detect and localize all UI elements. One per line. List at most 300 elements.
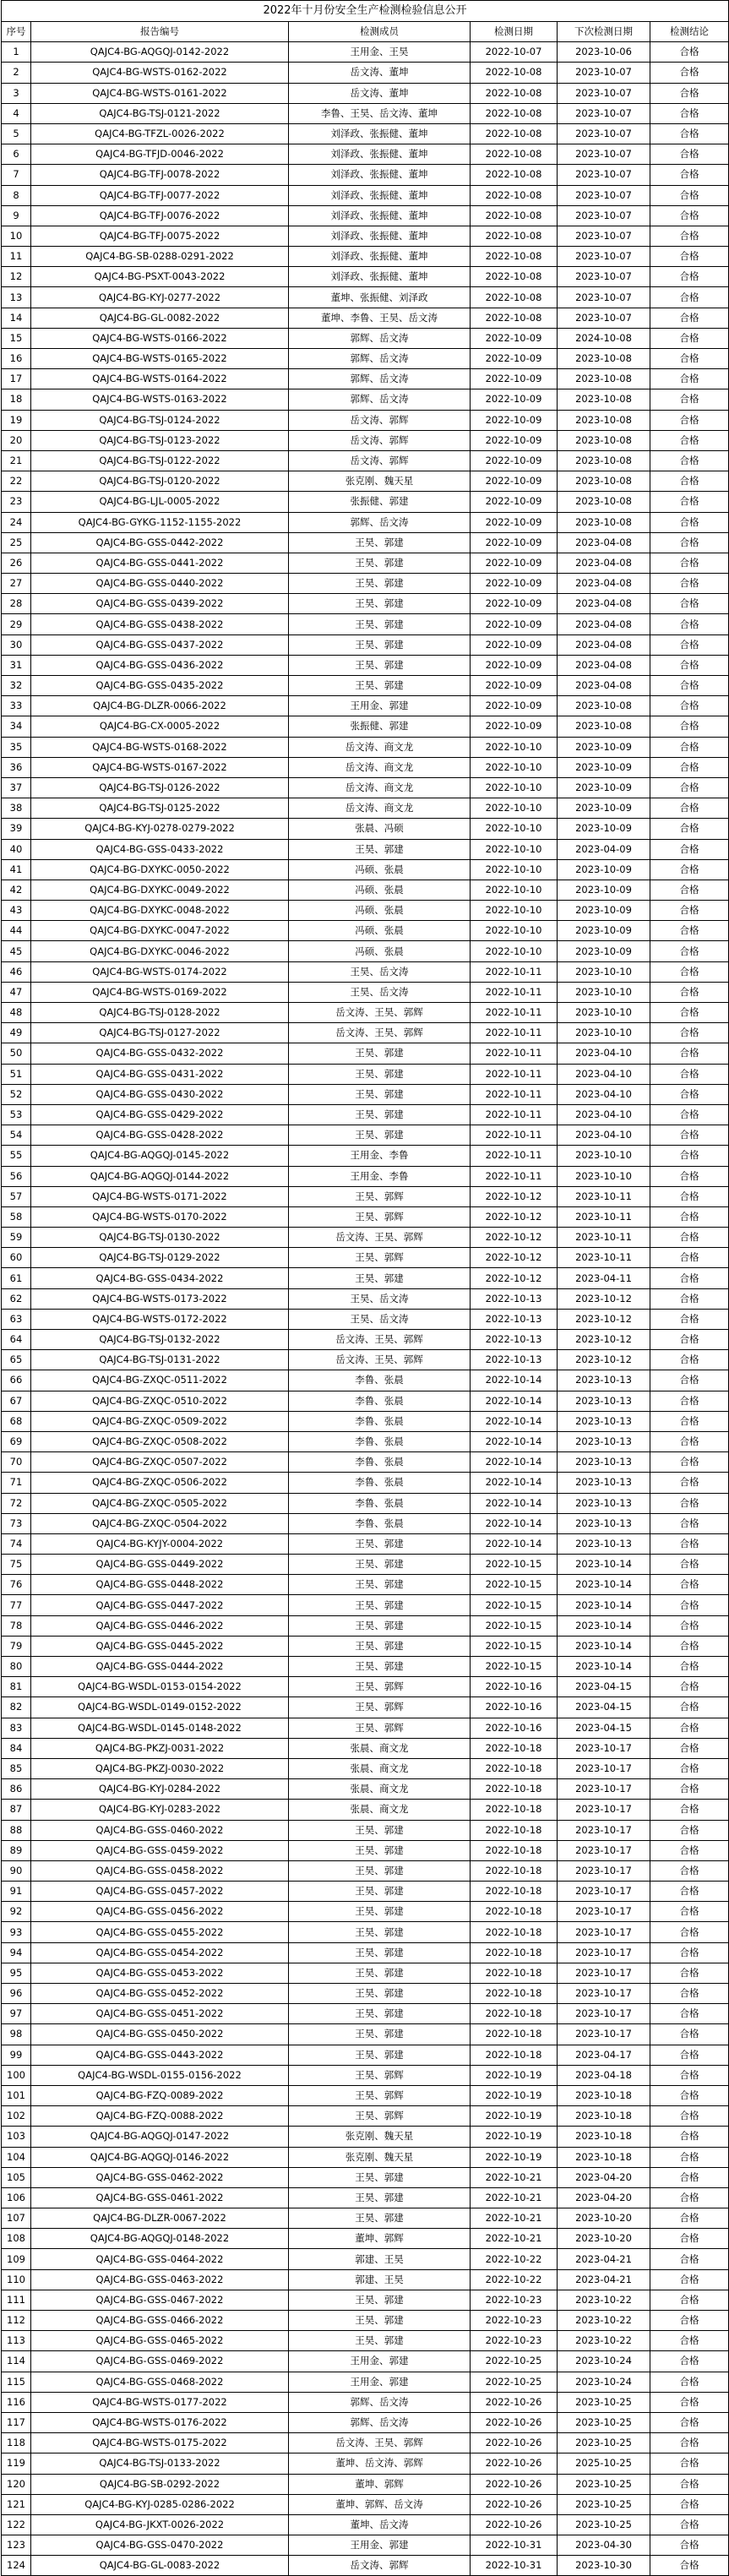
cell-seq: 43 bbox=[2, 901, 31, 921]
cell-next-date: 2023-10-18 bbox=[558, 2147, 650, 2167]
cell-date: 2022-10-12 bbox=[471, 1206, 558, 1227]
cell-result: 合格 bbox=[650, 1942, 729, 1963]
table-row bbox=[2, 389, 729, 410]
table-row bbox=[2, 308, 729, 328]
cell-next-date: 2023-10-30 bbox=[558, 2556, 650, 2576]
cell-members: 董坤、岳文涛、郭辉 bbox=[289, 2453, 471, 2474]
table-row bbox=[2, 1146, 729, 1166]
cell-result: 合格 bbox=[650, 267, 729, 287]
cell-next-date: 2023-10-07 bbox=[558, 185, 650, 205]
cell-members: 王昊、郭建 bbox=[289, 1084, 471, 1104]
cell-seq: 89 bbox=[2, 1840, 31, 1860]
cell-members: 李鲁、张晨 bbox=[289, 1493, 471, 1513]
cell-report-number: QAJC4-BG-AQGQJ-0142-2022 bbox=[31, 42, 289, 63]
cell-report-number: QAJC4-BG-WSTS-0169-2022 bbox=[31, 982, 289, 1002]
cell-members: 王昊、郭建 bbox=[289, 839, 471, 859]
cell-report-number: QAJC4-BG-GSS-0441-2022 bbox=[31, 553, 289, 573]
cell-result: 合格 bbox=[650, 982, 729, 1002]
cell-report-number: QAJC4-BG-WSTS-0167-2022 bbox=[31, 757, 289, 777]
table-row bbox=[2, 798, 729, 819]
cell-date: 2022-10-10 bbox=[471, 941, 558, 961]
cell-result: 合格 bbox=[650, 1758, 729, 1778]
cell-report-number: QAJC4-BG-TFJD-0046-2022 bbox=[31, 144, 289, 165]
cell-next-date: 2023-04-21 bbox=[558, 2269, 650, 2290]
cell-date: 2022-10-18 bbox=[471, 1902, 558, 1922]
cell-date: 2022-10-09 bbox=[471, 553, 558, 573]
cell-members: 王昊、郭辉 bbox=[289, 1206, 471, 1227]
cell-date: 2022-10-19 bbox=[471, 2106, 558, 2127]
cell-date: 2022-10-09 bbox=[471, 349, 558, 369]
cell-seq: 19 bbox=[2, 410, 31, 430]
cell-date: 2022-10-09 bbox=[471, 696, 558, 716]
table-row bbox=[2, 2412, 729, 2432]
cell-result: 合格 bbox=[650, 1166, 729, 1186]
cell-report-number: QAJC4-BG-GSS-0465-2022 bbox=[31, 2331, 289, 2351]
cell-members: 李鲁、张晨 bbox=[289, 1473, 471, 1493]
table-row bbox=[2, 1411, 729, 1431]
cell-date: 2022-10-09 bbox=[471, 471, 558, 492]
cell-next-date: 2023-10-14 bbox=[558, 1657, 650, 1677]
table-row bbox=[2, 1125, 729, 1146]
cell-result: 合格 bbox=[650, 1963, 729, 1983]
cell-seq: 45 bbox=[2, 941, 31, 961]
cell-seq: 98 bbox=[2, 2024, 31, 2045]
table-row bbox=[2, 2249, 729, 2269]
cell-date: 2022-10-12 bbox=[471, 1186, 558, 1206]
cell-date: 2022-10-11 bbox=[471, 1084, 558, 1104]
cell-date: 2022-10-08 bbox=[471, 144, 558, 165]
cell-next-date: 2023-10-14 bbox=[558, 1636, 650, 1656]
cell-next-date: 2023-10-13 bbox=[558, 1473, 650, 1493]
cell-result: 合格 bbox=[650, 757, 729, 777]
cell-next-date: 2023-10-09 bbox=[558, 921, 650, 941]
cell-result: 合格 bbox=[650, 2106, 729, 2127]
cell-members: 王昊、郭辉 bbox=[289, 2085, 471, 2105]
cell-seq: 33 bbox=[2, 696, 31, 716]
cell-members: 张克刚、魏天星 bbox=[289, 2127, 471, 2147]
table-row bbox=[2, 512, 729, 532]
cell-seq: 59 bbox=[2, 1228, 31, 1248]
cell-date: 2022-10-18 bbox=[471, 2045, 558, 2065]
cell-next-date: 2023-10-09 bbox=[558, 798, 650, 819]
table-row bbox=[2, 226, 729, 246]
cell-seq: 66 bbox=[2, 1370, 31, 1391]
cell-seq: 111 bbox=[2, 2290, 31, 2310]
cell-seq: 101 bbox=[2, 2085, 31, 2105]
cell-date: 2022-10-09 bbox=[471, 450, 558, 471]
cell-next-date: 2023-04-10 bbox=[558, 1064, 650, 1084]
table-row bbox=[2, 1166, 729, 1186]
cell-seq: 38 bbox=[2, 798, 31, 819]
cell-seq: 112 bbox=[2, 2311, 31, 2331]
cell-next-date: 2023-10-18 bbox=[558, 2127, 650, 2147]
cell-date: 2022-10-23 bbox=[471, 2290, 558, 2310]
cell-report-number: QAJC4-BG-GSS-0433-2022 bbox=[31, 839, 289, 859]
cell-date: 2022-10-09 bbox=[471, 532, 558, 553]
cell-result: 合格 bbox=[650, 103, 729, 123]
cell-next-date: 2023-10-12 bbox=[558, 1350, 650, 1370]
header-row bbox=[2, 22, 729, 42]
cell-report-number: QAJC4-BG-GSS-0429-2022 bbox=[31, 1104, 289, 1125]
cell-report-number: QAJC4-BG-TFJ-0075-2022 bbox=[31, 226, 289, 246]
cell-next-date: 2023-04-08 bbox=[558, 614, 650, 634]
cell-report-number: QAJC4-BG-GSS-0443-2022 bbox=[31, 2045, 289, 2065]
cell-members: 王昊、郭建 bbox=[289, 2167, 471, 2187]
cell-next-date: 2023-10-08 bbox=[558, 430, 650, 450]
cell-result: 合格 bbox=[650, 961, 729, 982]
cell-seq: 6 bbox=[2, 144, 31, 165]
cell-members: 李鲁、张晨 bbox=[289, 1431, 471, 1451]
cell-report-number: QAJC4-BG-GSS-0468-2022 bbox=[31, 2372, 289, 2392]
cell-seq: 123 bbox=[2, 2535, 31, 2556]
cell-next-date: 2023-10-17 bbox=[558, 1738, 650, 1758]
cell-next-date: 2023-10-11 bbox=[558, 1248, 650, 1268]
cell-seq: 31 bbox=[2, 655, 31, 675]
cell-report-number: QAJC4-BG-KYJ-0284-2022 bbox=[31, 1779, 289, 1800]
cell-result: 合格 bbox=[650, 2065, 729, 2085]
cell-report-number: QAJC4-BG-GSS-0469-2022 bbox=[31, 2351, 289, 2372]
cell-result: 合格 bbox=[650, 2474, 729, 2494]
cell-members: 王昊、郭建 bbox=[289, 1922, 471, 1942]
cell-members: 李鲁、张晨 bbox=[289, 1391, 471, 1411]
cell-date: 2022-10-31 bbox=[471, 2556, 558, 2576]
cell-seq: 93 bbox=[2, 1922, 31, 1942]
cell-date: 2022-10-09 bbox=[471, 716, 558, 737]
cell-report-number: QAJC4-BG-GSS-0466-2022 bbox=[31, 2311, 289, 2331]
cell-next-date: 2023-10-13 bbox=[558, 1513, 650, 1533]
cell-result: 合格 bbox=[650, 2269, 729, 2290]
cell-seq: 39 bbox=[2, 819, 31, 839]
cell-result: 合格 bbox=[650, 1677, 729, 1697]
cell-report-number: QAJC4-BG-WSTS-0168-2022 bbox=[31, 737, 289, 757]
cell-members: 王昊、郭建 bbox=[289, 1963, 471, 1983]
cell-date: 2022-10-14 bbox=[471, 1473, 558, 1493]
header-result: 检测结论 bbox=[650, 22, 729, 42]
cell-members: 王昊、郭建 bbox=[289, 634, 471, 655]
cell-next-date: 2023-10-07 bbox=[558, 83, 650, 103]
cell-result: 合格 bbox=[650, 349, 729, 369]
cell-next-date: 2023-10-07 bbox=[558, 205, 650, 226]
cell-members: 岳文涛、王昊、郭辉 bbox=[289, 1228, 471, 1248]
cell-next-date: 2023-10-18 bbox=[558, 2106, 650, 2127]
table-row bbox=[2, 961, 729, 982]
cell-report-number: QAJC4-BG-AQGQJ-0144-2022 bbox=[31, 1166, 289, 1186]
cell-seq: 78 bbox=[2, 1615, 31, 1636]
cell-seq: 87 bbox=[2, 1800, 31, 1820]
cell-result: 合格 bbox=[650, 798, 729, 819]
cell-next-date: 2023-10-24 bbox=[558, 2372, 650, 2392]
cell-seq: 44 bbox=[2, 921, 31, 941]
cell-next-date: 2023-10-17 bbox=[558, 2004, 650, 2024]
cell-report-number: QAJC4-BG-TSJ-0131-2022 bbox=[31, 1350, 289, 1370]
cell-seq: 30 bbox=[2, 634, 31, 655]
cell-seq: 57 bbox=[2, 1186, 31, 1206]
cell-seq: 104 bbox=[2, 2147, 31, 2167]
cell-seq: 85 bbox=[2, 1758, 31, 1778]
header-date: 检测日期 bbox=[471, 22, 558, 42]
cell-next-date: 2023-10-07 bbox=[558, 144, 650, 165]
cell-date: 2022-10-15 bbox=[471, 1657, 558, 1677]
cell-result: 合格 bbox=[650, 574, 729, 594]
table-row bbox=[2, 676, 729, 696]
cell-next-date: 2023-10-17 bbox=[558, 1922, 650, 1942]
cell-report-number: QAJC4-BG-GSS-0431-2022 bbox=[31, 1064, 289, 1084]
cell-next-date: 2023-10-10 bbox=[558, 1023, 650, 1043]
cell-members: 岳文涛、王昊、郭辉 bbox=[289, 1330, 471, 1350]
table-row bbox=[2, 1595, 729, 1615]
table-row bbox=[2, 349, 729, 369]
cell-date: 2022-10-18 bbox=[471, 1758, 558, 1778]
cell-members: 张晨、商文龙 bbox=[289, 1758, 471, 1778]
cell-next-date: 2023-04-08 bbox=[558, 574, 650, 594]
cell-members: 王昊、郭建 bbox=[289, 1942, 471, 1963]
cell-members: 郭辉、岳文涛 bbox=[289, 328, 471, 348]
table-row bbox=[2, 1452, 729, 1473]
cell-seq: 120 bbox=[2, 2474, 31, 2494]
cell-date: 2022-10-18 bbox=[471, 1963, 558, 1983]
cell-date: 2022-10-13 bbox=[471, 1330, 558, 1350]
cell-members: 王昊、郭建 bbox=[289, 1984, 471, 2004]
cell-members: 王昊、郭建 bbox=[289, 1125, 471, 1146]
table-row bbox=[2, 1677, 729, 1697]
cell-seq: 14 bbox=[2, 308, 31, 328]
header-next-date: 下次检测日期 bbox=[558, 22, 650, 42]
cell-members: 王昊、郭建 bbox=[289, 676, 471, 696]
cell-result: 合格 bbox=[650, 185, 729, 205]
cell-date: 2022-10-10 bbox=[471, 777, 558, 798]
cell-next-date: 2023-10-10 bbox=[558, 1003, 650, 1023]
cell-report-number: QAJC4-BG-GSS-0463-2022 bbox=[31, 2269, 289, 2290]
cell-result: 合格 bbox=[650, 594, 729, 614]
cell-members: 冯硕、张晨 bbox=[289, 880, 471, 900]
cell-members: 王昊、郭建 bbox=[289, 1595, 471, 1615]
cell-date: 2022-10-14 bbox=[471, 1411, 558, 1431]
table-row bbox=[2, 1330, 729, 1350]
cell-date: 2022-10-10 bbox=[471, 819, 558, 839]
cell-report-number: QAJC4-BG-GSS-0432-2022 bbox=[31, 1043, 289, 1064]
cell-seq: 82 bbox=[2, 1697, 31, 1718]
cell-members: 岳文涛、王昊、郭辉 bbox=[289, 1023, 471, 1043]
cell-next-date: 2023-10-22 bbox=[558, 2331, 650, 2351]
table-row bbox=[2, 2085, 729, 2105]
cell-seq: 103 bbox=[2, 2127, 31, 2147]
cell-next-date: 2023-10-08 bbox=[558, 369, 650, 389]
cell-next-date: 2023-10-17 bbox=[558, 2024, 650, 2045]
table-row bbox=[2, 2045, 729, 2065]
cell-next-date: 2023-10-08 bbox=[558, 450, 650, 471]
cell-date: 2022-10-08 bbox=[471, 185, 558, 205]
cell-date: 2022-10-11 bbox=[471, 1043, 558, 1064]
cell-date: 2022-10-09 bbox=[471, 410, 558, 430]
cell-next-date: 2023-10-08 bbox=[558, 696, 650, 716]
cell-seq: 64 bbox=[2, 1330, 31, 1350]
cell-date: 2022-10-09 bbox=[471, 492, 558, 512]
cell-members: 岳文涛、商文龙 bbox=[289, 777, 471, 798]
cell-report-number: QAJC4-BG-KYJ-0283-2022 bbox=[31, 1800, 289, 1820]
cell-date: 2022-10-18 bbox=[471, 1840, 558, 1860]
cell-date: 2022-10-09 bbox=[471, 634, 558, 655]
cell-seq: 99 bbox=[2, 2045, 31, 2065]
cell-date: 2022-10-14 bbox=[471, 1452, 558, 1473]
cell-seq: 91 bbox=[2, 1882, 31, 1902]
cell-seq: 118 bbox=[2, 2433, 31, 2453]
cell-report-number: QAJC4-BG-GSS-0436-2022 bbox=[31, 655, 289, 675]
cell-date: 2022-10-23 bbox=[471, 2311, 558, 2331]
cell-members: 王昊、郭建 bbox=[289, 532, 471, 553]
table-row bbox=[2, 655, 729, 675]
cell-seq: 61 bbox=[2, 1268, 31, 1288]
cell-members: 王昊、郭建 bbox=[289, 594, 471, 614]
cell-next-date: 2023-04-15 bbox=[558, 1677, 650, 1697]
cell-result: 合格 bbox=[650, 1595, 729, 1615]
cell-report-number: QAJC4-BG-ZXQC-0505-2022 bbox=[31, 1493, 289, 1513]
cell-members: 王昊、岳文涛 bbox=[289, 982, 471, 1002]
cell-result: 合格 bbox=[650, 553, 729, 573]
cell-result: 合格 bbox=[650, 492, 729, 512]
cell-result: 合格 bbox=[650, 839, 729, 859]
cell-date: 2022-10-13 bbox=[471, 1288, 558, 1309]
table-row bbox=[2, 1350, 729, 1370]
cell-result: 合格 bbox=[650, 901, 729, 921]
cell-next-date: 2023-10-20 bbox=[558, 2229, 650, 2249]
cell-seq: 81 bbox=[2, 1677, 31, 1697]
cell-date: 2022-10-08 bbox=[471, 308, 558, 328]
cell-date: 2022-10-19 bbox=[471, 2147, 558, 2167]
cell-seq: 51 bbox=[2, 1064, 31, 1084]
cell-seq: 3 bbox=[2, 83, 31, 103]
cell-next-date: 2023-04-18 bbox=[558, 2065, 650, 2085]
cell-result: 合格 bbox=[650, 144, 729, 165]
cell-members: 张克刚、魏天星 bbox=[289, 471, 471, 492]
cell-members: 董坤、郭辉 bbox=[289, 2229, 471, 2249]
cell-next-date: 2023-10-10 bbox=[558, 961, 650, 982]
cell-seq: 88 bbox=[2, 1820, 31, 1840]
cell-members: 刘泽政、张振健、董坤 bbox=[289, 226, 471, 246]
cell-date: 2022-10-11 bbox=[471, 1064, 558, 1084]
cell-seq: 80 bbox=[2, 1657, 31, 1677]
cell-seq: 49 bbox=[2, 1023, 31, 1043]
cell-seq: 54 bbox=[2, 1125, 31, 1146]
cell-date: 2022-10-08 bbox=[471, 267, 558, 287]
cell-date: 2022-10-10 bbox=[471, 880, 558, 900]
cell-report-number: QAJC4-BG-GSS-0462-2022 bbox=[31, 2167, 289, 2187]
table-row bbox=[2, 2351, 729, 2372]
table-row bbox=[2, 1657, 729, 1677]
cell-date: 2022-10-16 bbox=[471, 1718, 558, 1738]
cell-date: 2022-10-08 bbox=[471, 287, 558, 308]
cell-report-number: QAJC4-BG-TSJ-0129-2022 bbox=[31, 1248, 289, 1268]
cell-date: 2022-10-13 bbox=[471, 1309, 558, 1329]
cell-report-number: QAJC4-BG-GSS-0428-2022 bbox=[31, 1125, 289, 1146]
cell-date: 2022-10-15 bbox=[471, 1595, 558, 1615]
cell-seq: 62 bbox=[2, 1288, 31, 1309]
cell-date: 2022-10-08 bbox=[471, 123, 558, 144]
cell-result: 合格 bbox=[650, 1309, 729, 1329]
table-row bbox=[2, 471, 729, 492]
cell-members: 郭建、王昊 bbox=[289, 2269, 471, 2290]
cell-result: 合格 bbox=[650, 2004, 729, 2024]
table-body bbox=[2, 42, 729, 2576]
cell-seq: 27 bbox=[2, 574, 31, 594]
table-row bbox=[2, 839, 729, 859]
cell-next-date: 2023-10-13 bbox=[558, 1431, 650, 1451]
table-row bbox=[2, 1575, 729, 1595]
cell-members: 岳文涛、郭辉 bbox=[289, 410, 471, 430]
cell-next-date: 2023-10-25 bbox=[558, 2494, 650, 2514]
cell-next-date: 2025-10-25 bbox=[558, 2453, 650, 2474]
cell-result: 合格 bbox=[650, 2045, 729, 2065]
cell-seq: 24 bbox=[2, 512, 31, 532]
table-row bbox=[2, 430, 729, 450]
cell-date: 2022-10-25 bbox=[471, 2372, 558, 2392]
cell-seq: 69 bbox=[2, 1431, 31, 1451]
cell-result: 合格 bbox=[650, 1452, 729, 1473]
cell-next-date: 2023-10-25 bbox=[558, 2392, 650, 2412]
cell-date: 2022-10-09 bbox=[471, 655, 558, 675]
cell-next-date: 2023-04-21 bbox=[558, 2249, 650, 2269]
cell-members: 王昊、郭建 bbox=[289, 553, 471, 573]
cell-date: 2022-10-08 bbox=[471, 226, 558, 246]
cell-seq: 2 bbox=[2, 63, 31, 83]
cell-members: 冯硕、张晨 bbox=[289, 921, 471, 941]
table-row bbox=[2, 450, 729, 471]
table-row bbox=[2, 410, 729, 430]
table-row bbox=[2, 1860, 729, 1881]
table-row bbox=[2, 2514, 729, 2535]
cell-result: 合格 bbox=[650, 2392, 729, 2412]
cell-report-number: QAJC4-BG-WSTS-0165-2022 bbox=[31, 349, 289, 369]
cell-seq: 42 bbox=[2, 880, 31, 900]
cell-seq: 109 bbox=[2, 2249, 31, 2269]
cell-report-number: QAJC4-BG-GSS-0456-2022 bbox=[31, 1902, 289, 1922]
cell-result: 合格 bbox=[650, 1330, 729, 1350]
cell-report-number: QAJC4-BG-AQGQJ-0148-2022 bbox=[31, 2229, 289, 2249]
table-row bbox=[2, 553, 729, 573]
cell-members: 岳文涛、王昊、郭辉 bbox=[289, 1350, 471, 1370]
cell-seq: 72 bbox=[2, 1493, 31, 1513]
cell-date: 2022-10-12 bbox=[471, 1268, 558, 1288]
cell-date: 2022-10-09 bbox=[471, 676, 558, 696]
cell-next-date: 2023-10-07 bbox=[558, 103, 650, 123]
table-row bbox=[2, 2372, 729, 2392]
cell-seq: 108 bbox=[2, 2229, 31, 2249]
cell-members: 张晨、商文龙 bbox=[289, 1779, 471, 1800]
cell-report-number: QAJC4-BG-KYJ-0277-2022 bbox=[31, 287, 289, 308]
cell-report-number: QAJC4-BG-GSS-0444-2022 bbox=[31, 1657, 289, 1677]
cell-result: 合格 bbox=[650, 1411, 729, 1431]
cell-members: 王昊、郭建 bbox=[289, 1575, 471, 1595]
cell-next-date: 2023-04-09 bbox=[558, 839, 650, 859]
cell-report-number: QAJC4-BG-GSS-0451-2022 bbox=[31, 2004, 289, 2024]
cell-next-date: 2023-10-22 bbox=[558, 2290, 650, 2310]
cell-members: 王昊、郭建 bbox=[289, 614, 471, 634]
cell-date: 2022-10-21 bbox=[471, 2229, 558, 2249]
cell-seq: 77 bbox=[2, 1595, 31, 1615]
cell-seq: 75 bbox=[2, 1555, 31, 1575]
cell-report-number: QAJC4-BG-WSTS-0172-2022 bbox=[31, 1309, 289, 1329]
cell-result: 合格 bbox=[650, 614, 729, 634]
cell-report-number: QAJC4-BG-TFZL-0026-2022 bbox=[31, 123, 289, 144]
cell-result: 合格 bbox=[650, 1391, 729, 1411]
cell-report-number: QAJC4-BG-TSJ-0124-2022 bbox=[31, 410, 289, 430]
cell-date: 2022-10-26 bbox=[471, 2392, 558, 2412]
cell-members: 郭辉、岳文涛 bbox=[289, 369, 471, 389]
cell-seq: 5 bbox=[2, 123, 31, 144]
cell-result: 合格 bbox=[650, 369, 729, 389]
cell-result: 合格 bbox=[650, 1800, 729, 1820]
cell-report-number: QAJC4-BG-GSS-0457-2022 bbox=[31, 1882, 289, 1902]
cell-members: 王昊、郭辉 bbox=[289, 1677, 471, 1697]
